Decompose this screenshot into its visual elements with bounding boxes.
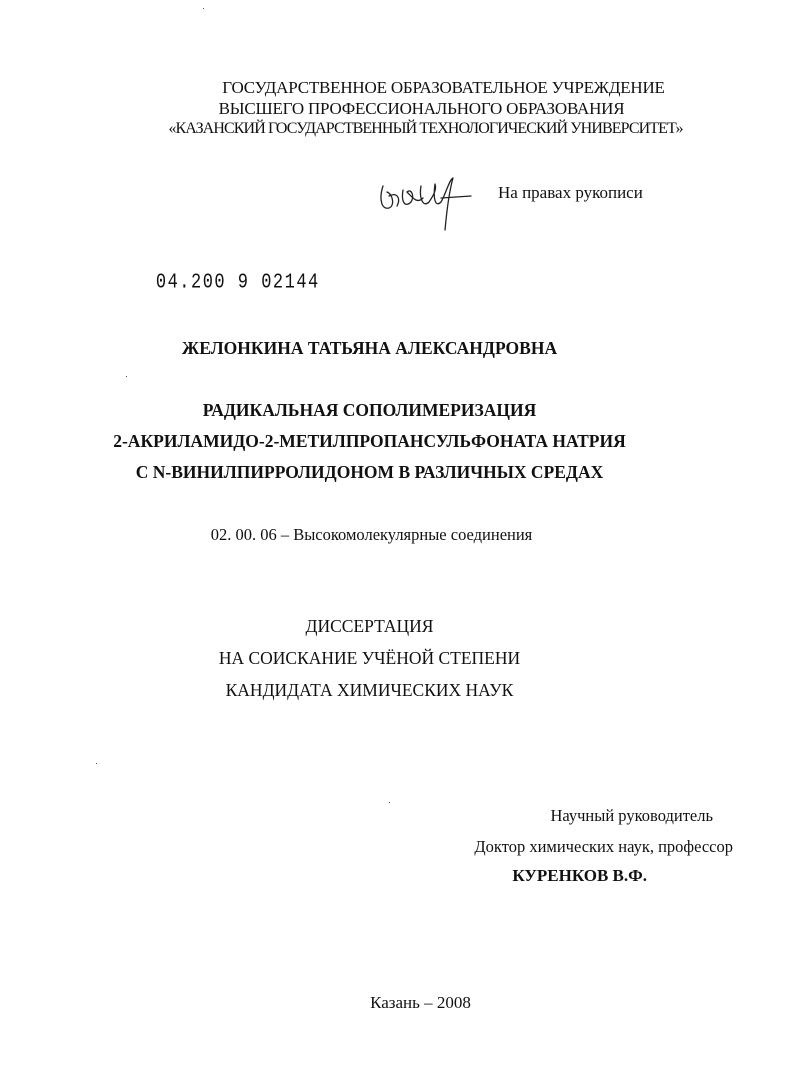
manuscript-rights-note: На правах рукописи: [498, 183, 643, 202]
scan-speck: [389, 802, 390, 803]
advisor-degree: Доктор химических наук, профессор: [474, 837, 733, 856]
degree-line-2: НА СОИСКАНИЕ УЧЁНОЙ СТЕПЕНИ: [218, 648, 521, 668]
title-line-3: С N-ВИНИЛПИРРОЛИДОНОМ В РАЗЛИЧНЫХ СРЕДАХ: [135, 462, 604, 482]
degree-line-3: КАНДИДАТА ХИМИЧЕСКИХ НАУК: [225, 680, 514, 700]
registration-stamp: 04.200 9 02144: [151, 271, 320, 295]
scan-speck: [203, 8, 204, 9]
place-and-year: Казань – 2008: [370, 993, 471, 1012]
scan-speck: [96, 763, 97, 764]
institution-line-2: ВЫСШЕГО ПРОФЕССИОНАЛЬНОГО ОБРАЗОВАНИЯ: [218, 99, 625, 118]
handwritten-signature: [375, 168, 485, 238]
institution-line-3: «КАЗАНСКИЙ ГОСУДАРСТВЕННЫЙ ТЕХНОЛОГИЧЕСКИЙ УНИВЕРСИТЕТ»: [168, 120, 683, 137]
advisor-name: КУРЕНКОВ В.Ф.: [512, 866, 647, 885]
specialty-code: 02. 00. 06 – Высокомолекулярные соединения: [210, 525, 533, 544]
advisor-role: Научный руководитель: [550, 806, 713, 825]
institution-line-1: ГОСУДАРСТВЕННОЕ ОБРАЗОВАТЕЛЬНОЕ УЧРЕЖДЕНИЕ: [222, 78, 665, 97]
author-name: ЖЕЛОНКИНА ТАТЬЯНА АЛЕКСАНДРОВНА: [181, 338, 558, 358]
title-line-2: 2-АКРИЛАМИДО-2-МЕТИЛПРОПАНСУЛЬФОНАТА НАТРИЯ: [113, 431, 626, 451]
title-line-1: РАДИКАЛЬНАЯ СОПОЛИМЕРИЗАЦИЯ: [202, 400, 537, 420]
scan-speck: [126, 376, 127, 377]
degree-line-1: ДИССЕРТАЦИЯ: [305, 616, 434, 636]
